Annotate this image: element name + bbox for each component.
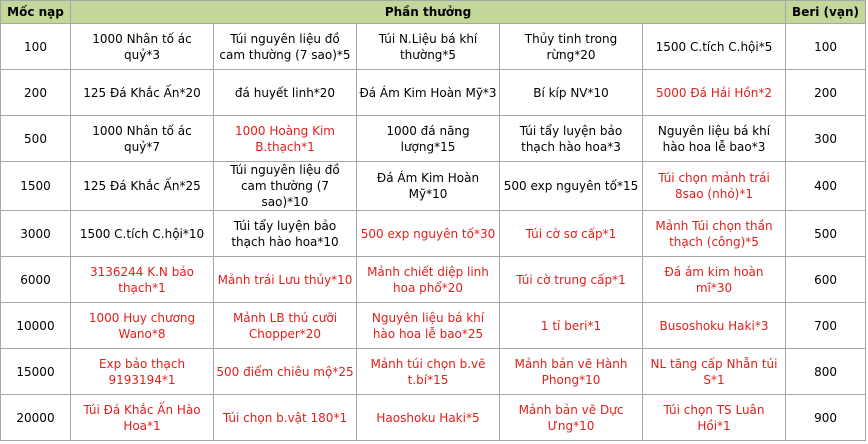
reward-cell: Mảnh chiết diệp linh hoa phổ*20 [357, 257, 500, 303]
reward-cell: Mảnh Túi chọn thần thạch (công)*5 [643, 211, 786, 257]
beri-cell: 100 [786, 24, 866, 70]
table-row [1, 70, 866, 116]
header-moc-nap: Mốc nạp [1, 1, 71, 24]
moc-nap-cell: 1500 [1, 162, 71, 211]
beri-cell: 200 [786, 70, 866, 116]
reward-cell: Túi cờ sơ cấp*1 [500, 211, 643, 257]
reward-cell: NL tăng cấp Nhẫn túi S*1 [643, 349, 786, 395]
reward-cell: 5000 Đá Hải Hồn*2 [643, 70, 786, 116]
reward-cell: Túi chọn b.vật 180*1 [214, 395, 357, 441]
table-row [1, 303, 866, 349]
reward-cell: Túi tẩy luyện bảo thạch hào hoa*10 [214, 211, 357, 257]
header-row [1, 1, 866, 24]
reward-cell: Túi tẩy luyện bảo thạch hào hoa*3 [500, 116, 643, 162]
reward-cell: 1000 Nhân tố ác quỷ*7 [71, 116, 214, 162]
reward-cell: Bí kíp NV*10 [500, 70, 643, 116]
reward-cell: Túi cờ trung cấp*1 [500, 257, 643, 303]
moc-nap-cell: 3000 [1, 211, 71, 257]
reward-cell: 125 Đá Khắc Ấn*20 [71, 70, 214, 116]
reward-cell: 1000 Hoàng Kim B.thạch*1 [214, 116, 357, 162]
moc-nap-cell: 100 [1, 24, 71, 70]
moc-nap-cell: 200 [1, 70, 71, 116]
reward-cell: Mảnh túi chọn b.vẽ t.bí*15 [357, 349, 500, 395]
reward-cell: Mảnh LB thú cưỡi Chopper*20 [214, 303, 357, 349]
reward-cell: Túi nguyên liệu đồ cam thường (7 sao)*10 [214, 162, 357, 211]
reward-cell: 3136244 K.N bảo thạch*1 [71, 257, 214, 303]
beri-cell: 500 [786, 211, 866, 257]
table-row [1, 349, 866, 395]
beri-cell: 900 [786, 395, 866, 441]
moc-nap-cell: 20000 [1, 395, 71, 441]
reward-cell: Mảnh bản vẽ Hành Phong*10 [500, 349, 643, 395]
reward-cell: Túi N.Liệu bá khí thường*5 [357, 24, 500, 70]
reward-cell: 500 exp nguyên tố*30 [357, 211, 500, 257]
table-row [1, 211, 866, 257]
reward-cell: Túi Đá Khắc Ấn Hào Hoa*1 [71, 395, 214, 441]
reward-cell: 1000 Huy chương Wano*8 [71, 303, 214, 349]
reward-cell: Thủy tinh trong rừng*20 [500, 24, 643, 70]
reward-cell: Đá ám kim hoàn mĩ*30 [643, 257, 786, 303]
beri-cell: 300 [786, 116, 866, 162]
reward-cell: Túi chọn TS Luân Hồi*1 [643, 395, 786, 441]
reward-cell: 1000 đá năng lượng*15 [357, 116, 500, 162]
reward-cell: Đá Ám Kim Hoàn Mỹ*10 [357, 162, 500, 211]
table-row [1, 116, 866, 162]
reward-cell: 1 tỉ beri*1 [500, 303, 643, 349]
reward-cell: Exp bảo thạch 9193194*1 [71, 349, 214, 395]
beri-cell: 600 [786, 257, 866, 303]
reward-cell: 500 điểm chiêu mộ*25 [214, 349, 357, 395]
reward-cell: Nguyên liệu bá khí hào hoa lễ bao*25 [357, 303, 500, 349]
moc-nap-cell: 6000 [1, 257, 71, 303]
reward-cell: Đá Ám Kim Hoàn Mỹ*3 [357, 70, 500, 116]
reward-cell: Busoshoku Haki*3 [643, 303, 786, 349]
reward-cell: 1500 C.tích C.hội*5 [643, 24, 786, 70]
table-body [1, 24, 866, 441]
table-row [1, 162, 866, 211]
header-phan-thuong: Phần thưởng [71, 1, 786, 24]
reward-cell: đá huyết linh*20 [214, 70, 357, 116]
reward-cell: Mảnh trái Lưu thủy*10 [214, 257, 357, 303]
beri-cell: 700 [786, 303, 866, 349]
reward-cell: 1500 C.tích C.hội*10 [71, 211, 214, 257]
reward-cell: 125 Đá Khắc Ấn*25 [71, 162, 214, 211]
reward-cell: Nguyên liệu bá khí hào hoa lễ bao*3 [643, 116, 786, 162]
table-row [1, 395, 866, 441]
header-beri: Beri (vạn) [786, 1, 866, 24]
beri-cell: 800 [786, 349, 866, 395]
reward-cell: Túi chọn mảnh trái 8sao (nhỏ)*1 [643, 162, 786, 211]
reward-cell: Mảnh bản vẽ Dực Ưng*10 [500, 395, 643, 441]
reward-cell: 1000 Nhân tố ác quỷ*3 [71, 24, 214, 70]
reward-cell: 500 exp nguyên tố*15 [500, 162, 643, 211]
moc-nap-cell: 15000 [1, 349, 71, 395]
table-row [1, 24, 866, 70]
reward-cell: Haoshoku Haki*5 [357, 395, 500, 441]
moc-nap-cell: 10000 [1, 303, 71, 349]
reward-cell: Túi nguyên liệu đồ cam thường (7 sao)*5 [214, 24, 357, 70]
beri-cell: 400 [786, 162, 866, 211]
moc-nap-cell: 500 [1, 116, 71, 162]
table-row [1, 257, 866, 303]
